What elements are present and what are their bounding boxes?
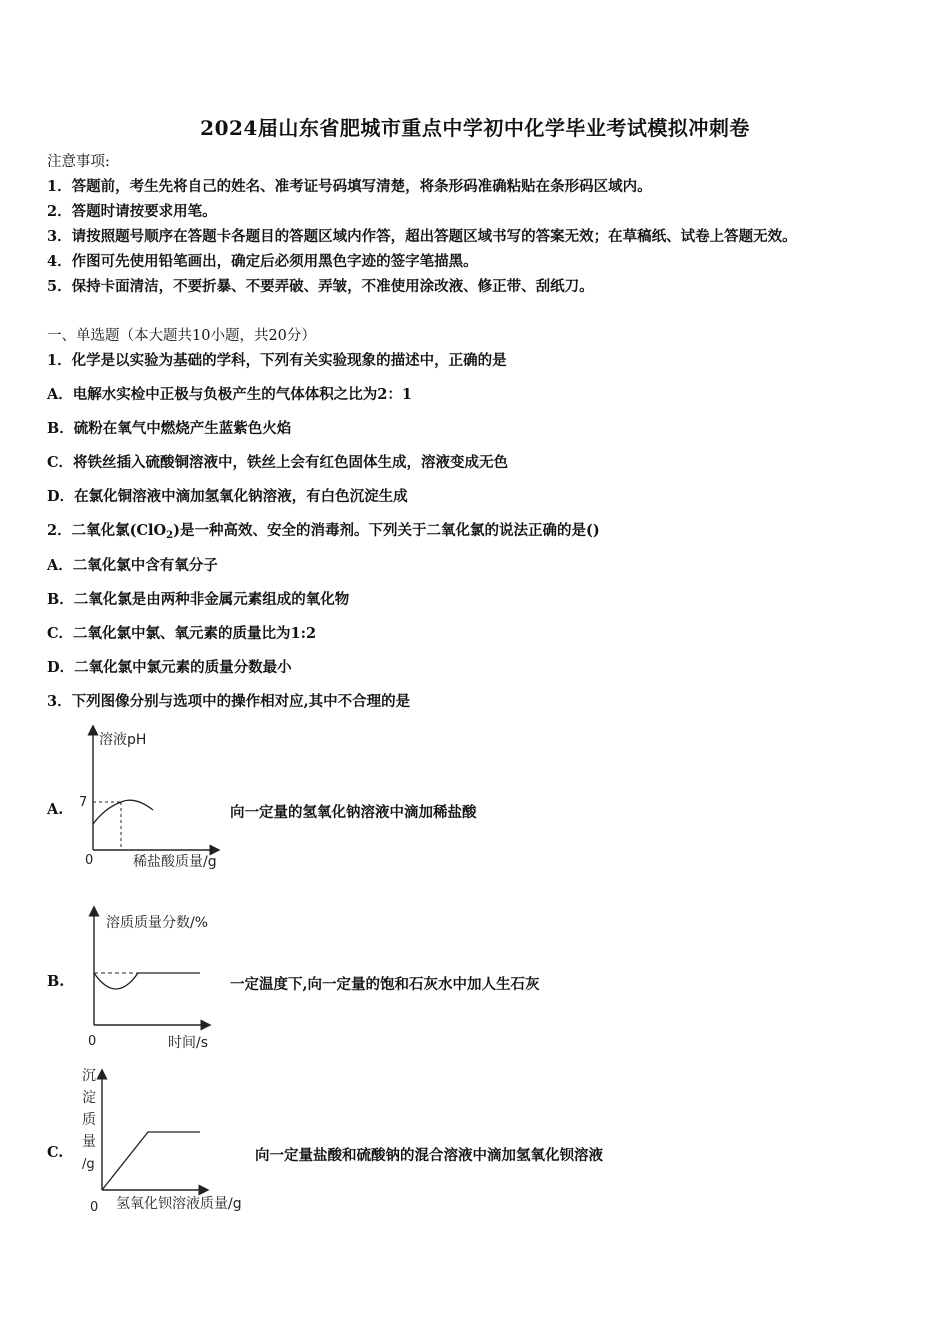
question-2-option-d: D．二氧化氯中氯元素的质量分数最小 xyxy=(47,659,292,676)
notice-heading: 注意事项: xyxy=(47,154,110,170)
precipitate-curve xyxy=(102,1132,200,1190)
x-axis-label: 稀盐酸质量/g xyxy=(133,854,217,870)
question-1-option-a: A．电解水实检中正极与负极产生的气体体积之比为2：1 xyxy=(47,386,412,403)
y-tick-label: 7 xyxy=(79,795,88,810)
question-1-option-d: D．在氯化铜溶液中滴加氢氧化钠溶液，有白色沉淀生成 xyxy=(47,488,408,505)
ph-graph xyxy=(75,722,235,872)
x-axis-label: 时间/s xyxy=(168,1035,209,1051)
question-2-stem: 2．二氧化氯(ClO$_2$)是一种高效、安全的消毒剂。下列关于二氧化氯的说法正确的是() xyxy=(47,522,600,541)
precipitate-graph xyxy=(76,1062,256,1217)
notice-item: 3．请按照题号顺序在答题卡各题目的答题区域内作答，超出答题区域书写的答案无效；在草稿纸、试卷上答题无效。 xyxy=(47,228,797,245)
question-3-option-a-letter: A. xyxy=(47,801,64,818)
y-axis-label: 溶质质量分数/% xyxy=(106,915,209,931)
origin-label: 0 xyxy=(90,1200,99,1215)
y-axis-label-char: 质 xyxy=(82,1112,96,1128)
question-3-stem: 3．下列图像分别与选项中的操作相对应,其中不合理的是 xyxy=(47,693,411,710)
page-title: 2024届山东省肥城市重点中学初中化学毕业考试模拟冲刺卷 xyxy=(200,116,750,140)
origin-label: 0 xyxy=(85,853,94,868)
question-3-option-b-desc: 一定温度下,向一定量的饱和石灰水中加人生石灰 xyxy=(230,976,540,993)
notice-item: 1．答题前，考生先将自己的姓名、准考证号码填写清楚，将条形码准确粘贴在条形码区域内。 xyxy=(47,178,652,195)
section-heading: 一、单选题（本大题共10小题，共20分） xyxy=(47,328,316,344)
origin-label: 0 xyxy=(88,1034,97,1049)
question-2-option-c: C．二氧化氯中氯、氧元素的质量比为1:2 xyxy=(47,625,317,642)
y-axis-label: 溶液pH xyxy=(99,732,147,748)
question-2-option-a: A．二氧化氯中含有氧分子 xyxy=(47,557,218,574)
notice-item: 2．答题时请按要求用笔。 xyxy=(47,203,217,220)
x-axis-label: 氢氧化钡溶液质量/g xyxy=(116,1196,242,1212)
fraction-curve xyxy=(94,973,200,989)
y-axis-label-char: /g xyxy=(82,1157,95,1172)
notice-item: 5．保持卡面清洁，不要折暴、不要弄破、弄皱，不准使用涂改液、修正带、刮纸刀。 xyxy=(47,278,594,295)
y-axis-label-char: 淀 xyxy=(82,1090,96,1106)
question-1-option-c: C．将铁丝插入硫酸铜溶液中，铁丝上会有红色固体生成，溶液变成无色 xyxy=(47,454,509,471)
question-3-option-c-desc: 向一定量盐酸和硫酸钠的混合溶液中滴加氢氧化钡溶液 xyxy=(255,1147,603,1164)
ph-curve xyxy=(93,800,153,824)
question-1-stem: 1．化学是以实验为基础的学科，下列有关实验现象的描述中，正确的是 xyxy=(47,352,507,369)
solute-fraction-graph xyxy=(78,905,228,1053)
question-3-option-c-letter: C. xyxy=(47,1144,64,1161)
y-axis-label-char: 沉 xyxy=(82,1068,96,1084)
y-axis-label-char: 量 xyxy=(82,1134,96,1150)
notice-item: 4．作图可先使用铅笔画出，确定后必须用黑色字迹的签字笔描黑。 xyxy=(47,253,478,270)
question-2-option-b: B．二氧化氯是由两种非金属元素组成的氧化物 xyxy=(47,591,350,608)
question-3-option-a-desc: 向一定量的氢氧化钠溶液中滴加稀盐酸 xyxy=(230,804,477,821)
question-3-option-b-letter: B. xyxy=(47,973,65,990)
question-1-option-b: B．硫粉在氧气中燃烧产生蓝紫色火焰 xyxy=(47,420,292,437)
